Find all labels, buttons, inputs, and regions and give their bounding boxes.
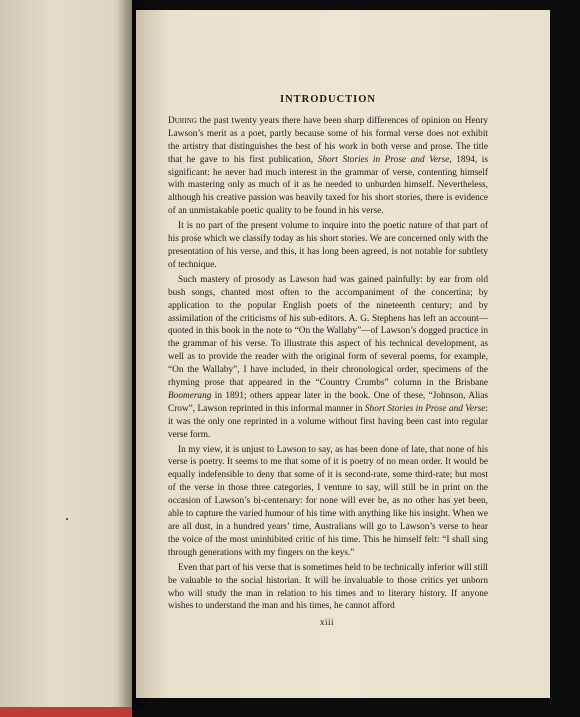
page-speck xyxy=(66,518,68,520)
page-number: xiii xyxy=(320,617,335,627)
paragraph-text: : it was the only one reprinted in a volume without first having been cast into regular verse form. xyxy=(168,403,488,440)
paragraph-text: in 1891; others appear later in the book. One of these, “Johnson, Alias Crow”, Lawson reprinted in this informal manner in xyxy=(168,390,488,414)
page-title: INTRODUCTION xyxy=(279,94,376,105)
publication-title: Boomerang xyxy=(168,390,212,401)
paragraph-text: , 1894, is significant: he never had much interest in the grammar of verse, contenting himself with mastering only as much of it as he needed to unburden himself. Nevertheless, although his creative passion was heavily taxed for his short stories, there is evidence of an unmistakable poetic quality to be found in his verse. xyxy=(168,154,488,217)
book-title: Short Stories in Prose and Verse xyxy=(364,403,486,414)
page-body xyxy=(168,94,488,613)
paragraph-text: In my view, it is unjust to Lawson to say, as has been done of late, that none of his verse is poetry. It seems to me that some of it is poetry of no mean order. It would be equally indefensible to deny that some of it is second-rate, some third-rate; but most of the verse in those three categories, I venture to say, will still be in print on the occasion of Lawson’s bi-centenary: for none will ever be, as no other has yet been, able to capture the varied humour of his time with anything like his insight. When we are all dust, in a hundred years’ time, Australians will go to Lawson’s verse to hear the voice of the most uninhibited critic of his time. This he himself felt: “I shall sing through generations with my fingers on the keys.” xyxy=(168,444,488,558)
paragraph-lead: During xyxy=(168,115,197,126)
paragraph-1 xyxy=(168,115,488,218)
left-page xyxy=(0,0,132,710)
paragraph-4 xyxy=(168,444,488,560)
book-cover-edge xyxy=(0,707,132,717)
book-title: Short Stories in Prose and Verse xyxy=(317,154,450,165)
paragraph-text: It is no part of the present volume to inquire into the poetic nature of that part of his prose which we classify today as his short stories. We are concerned only with the presentation of his verse, and this, it has long been agreed, is not notable for subtlety of technique. xyxy=(168,221,488,270)
paragraph-text: Such mastery of prosody as Lawson had was gained painfully: by ear from old bush songs, chanted most often to the accompaniment of the concertina; by application to the popular English poets of the nineteenth century; and by assimilation of the criticisms of his sub-editors. A. G. Stephens has left an account—quoted in this book in the note to “On the Wallaby”—of Lawson’s dogged practice in the grammar of his verse. To illustrate this aspect of his technical development, as well as to provide the reader with the original form of several poems, for example, “On the Wallaby”, I have included, in their chronological order, specimens of the rhyming prose that appeared in the “Country Crumbs” column in the Brisbane xyxy=(168,274,488,389)
paragraph-3 xyxy=(168,274,488,442)
paragraph-5 xyxy=(168,562,488,614)
paragraph-text: Even that part of his verse that is sometimes held to be technically inferior will still be valuable to the social historian. It will be invaluable to those critics yet unborn who will study the man in relation to his times and to literary history. If anyone wishes to understand the man and his times, he cannot afford xyxy=(168,562,488,612)
paragraph-text: the past twenty years there have been sharp differences of opinion on Henry Lawson’s merit as a poet, partly because some of his formal verse does not exhibit the artistry that distinguishes the best of his work in both verse and prose. The title that he gave to his first publication, xyxy=(168,115,488,165)
paragraph-2 xyxy=(168,220,488,272)
